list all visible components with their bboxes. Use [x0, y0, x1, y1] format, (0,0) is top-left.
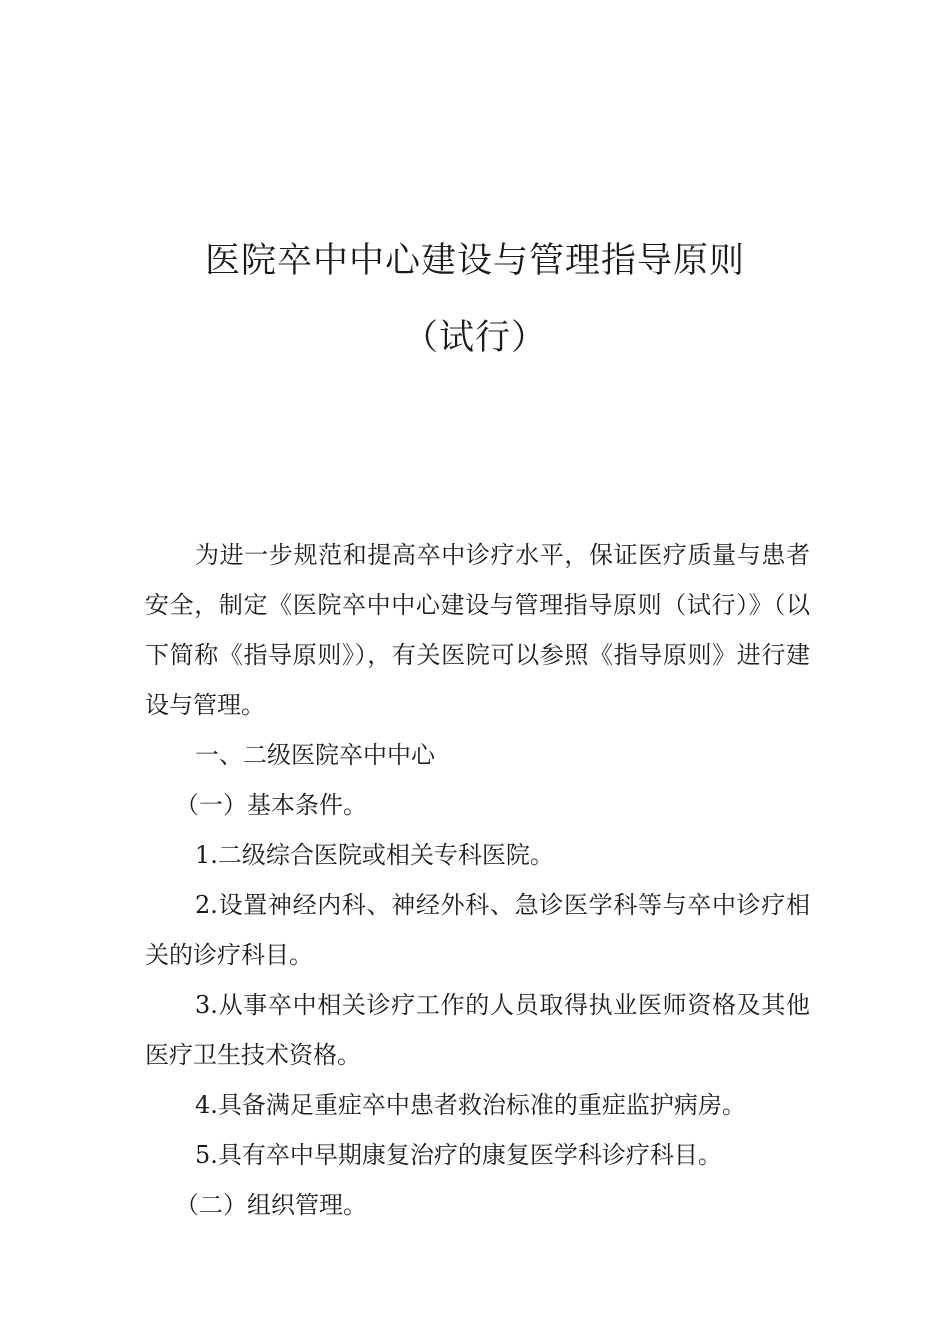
document-body [145, 530, 810, 1230]
document-title: 医院卒中中心建设与管理指导原则 [204, 241, 745, 281]
list-item: 3.从事卒中相关诊疗工作的人员取得执业医师资格及其他医疗卫生技术资格。 [145, 991, 810, 1069]
list-item: 5.具有卒中早期康复治疗的康复医学科诊疗科目。 [195, 1141, 722, 1169]
section-heading: 一、二级医院卒中中心 [195, 741, 435, 769]
list-item: 2.设置神经内科、神经外科、急诊医学科等与卒中诊疗相关的诊疗科目。 [145, 891, 810, 969]
list-item: 4.具备满足重症卒中患者救治标准的重症监护病房。 [195, 1091, 746, 1119]
document-subtitle: （试行） [402, 318, 547, 358]
subsection-heading-organization: （二）组织管理。 [175, 1191, 367, 1219]
subsection-heading-basic-conditions: （一）基本条件。 [175, 791, 367, 819]
intro-paragraph: 为进一步规范和提高卒中诊疗水平，保证医疗质量与患者安全，制定《医院卒中中心建设与管理指导原则（试行）》（以下简称《指导原则》），有关医院可以参照《指导原则》进行建设与管理。 [145, 541, 810, 719]
list-item: 1.二级综合医院或相关专科医院。 [195, 841, 554, 869]
